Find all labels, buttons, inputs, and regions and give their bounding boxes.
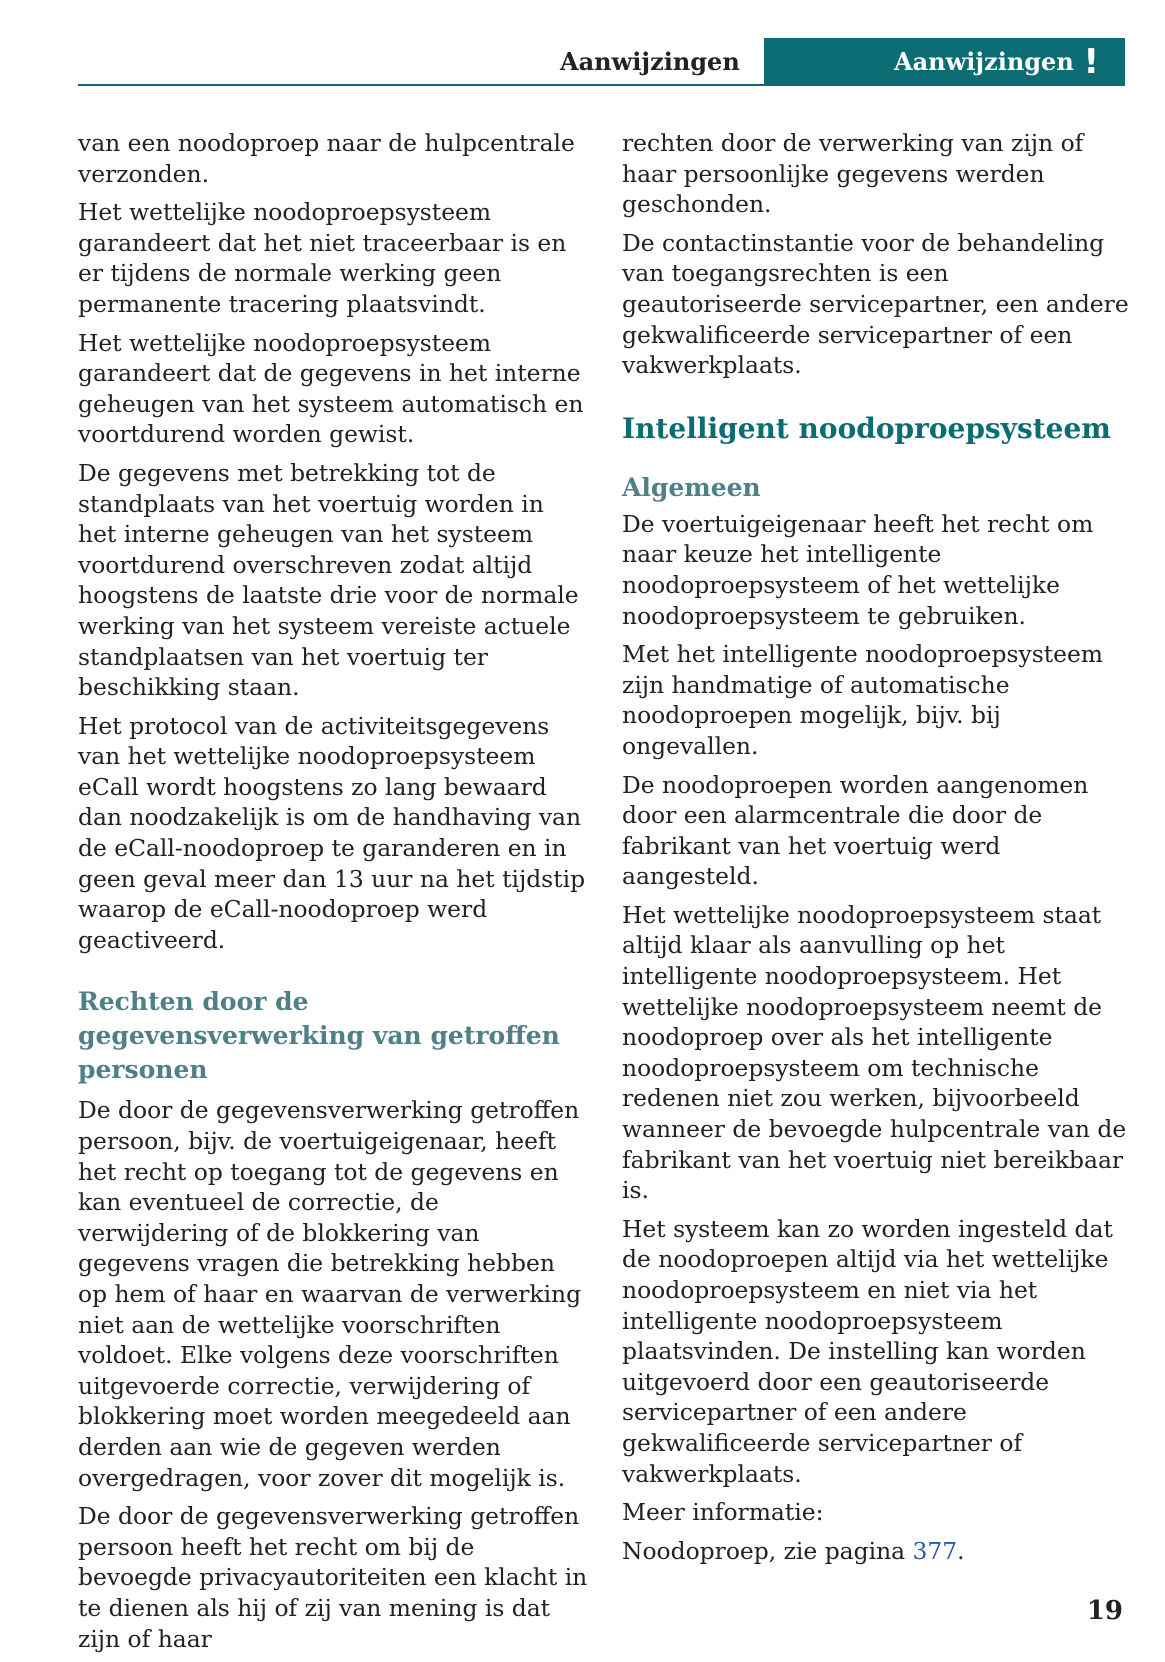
paragraph: De contactinstantie voor de behandeling van toegangsrechten is een geautoriseerde servicepartner, een andere gekwalificeerde servicepartner of een vakwerkplaats.: [622, 228, 1129, 380]
section-heading-rights: Rechten door de gegevensverwerking van getroffen personen: [78, 987, 560, 1085]
left-column: [78, 128, 588, 1662]
paragraph: Het wettelijke noodoproepsysteem garandeert dat de gegevens in het interne geheugen van het systeem automatisch en voortdurend worden gewist.: [78, 328, 584, 449]
paragraph: De door de gegevensverwerking getroffen persoon heeft het recht om bij de bevoegde privacyautoriteiten een klacht in te dienen als hij of zij van mening is dat zijn of haar: [78, 1502, 588, 1653]
chapter-tab-title: Aanwijzingen: [894, 47, 1074, 76]
page-reference: [622, 1536, 1132, 1567]
chapter-tab: [764, 38, 1125, 86]
paragraph: Meer informatie:: [622, 1498, 824, 1527]
reference-text: Noodoproep, zie pagina: [622, 1536, 913, 1565]
page-number: 19: [1086, 1596, 1123, 1626]
paragraph: De door de gegevensverwerking getroffen persoon, bijv. de voertuigeigenaar, heeft het recht op toegang tot de gegevens en kan eventueel de correctie, de verwijdering of de blokkering van gegevens vragen die betrekking hebben op hem of haar en waarvan de verwerking niet aan de wettelijke voorschriften voldoet. Elke volgens deze voorschriften uitgevoerde correctie, verwijdering of blokkering moet worden meegedeeld aan derden aan wie de gegeven werden overgedragen, voor zover dit mogelijk is.: [78, 1096, 582, 1492]
paragraph: Het wettelijke noodoproepsysteem garandeert dat het niet traceerbaar is en er tijdens de normale werking geen permanente tracering plaatsvindt.: [78, 198, 567, 318]
paragraph: Het protocol van de activiteitsgegevens van het wettelijke noodoproepsysteem eCall wordt hoogstens zo lang bewaard dan noodzakelijk is om de handhaving van de eCall-noodoproep te garanderen en in geen geval meer dan 13 uur na het tijdstip waarop de eCall-noodoproep werd geactiveerd.: [78, 711, 586, 954]
reference-end: .: [957, 1536, 965, 1565]
paragraph: Het systeem kan zo worden ingesteld dat de noodoproepen altijd via het wettelijke noodoproepsysteem en niet via het intelligente noodoproepsysteem plaatsvinden. De instelling kan worden uitgevoerd door een geautoriseerde servicepartner of een andere gekwalificeerde servicepartner of vakwerkplaats.: [622, 1214, 1113, 1488]
paragraph: van een noodoproep naar de hulpcentrale verzonden.: [78, 129, 575, 188]
header-section-title: Aanwijzingen: [560, 47, 740, 76]
warning-icon: !: [1083, 42, 1099, 82]
paragraph: rechten door de verwerking van zijn of haar persoonlijke gegevens werden geschonden.: [622, 129, 1084, 219]
right-column: [622, 128, 1132, 1574]
paragraph: Met het intelligente noodoproepsysteem zijn handmatige of automatische noodoproepen mogelijk, bijv. bij ongevallen.: [622, 640, 1103, 760]
paragraph: Het wettelijke noodoproepsysteem staat altijd klaar als aanvulling op het intelligente noodoproepsysteem. Het wettelijke noodoproepsysteem neemt de noodoproep over als het intelligente noodoproepsysteem om technische redenen niet zou werken, bijvoorbeeld wanneer de bevoegde hulpcentrale van de fabrikant van het voertuig niet bereikbaar is.: [622, 900, 1127, 1205]
section-heading-intelligent-emergency-call: Intelligent noodoproepsysteem: [622, 411, 1111, 445]
header-rule: [78, 84, 764, 86]
paragraph: De voertuigeigenaar heeft het recht om naar keuze het intelligente noodoproepsysteem of het wettelijke noodoproepsysteem te gebruiken.: [622, 509, 1094, 630]
page-reference-link[interactable]: 377: [912, 1536, 958, 1565]
paragraph: De noodoproepen worden aangenomen door een alarmcentrale die door de fabrikant van het voertuig werd aangesteld.: [622, 770, 1089, 891]
paragraph: De gegevens met betrekking tot de standplaats van het voertuig worden in het interne geheugen van het systeem voortdurend overschreven zodat altijd hoogstens de laatste drie voor de normale werking van het systeem vereiste actuele standplaatsen van het voertuig ter beschikking staan.: [78, 458, 579, 702]
subsection-heading-general: Algemeen: [622, 472, 761, 502]
